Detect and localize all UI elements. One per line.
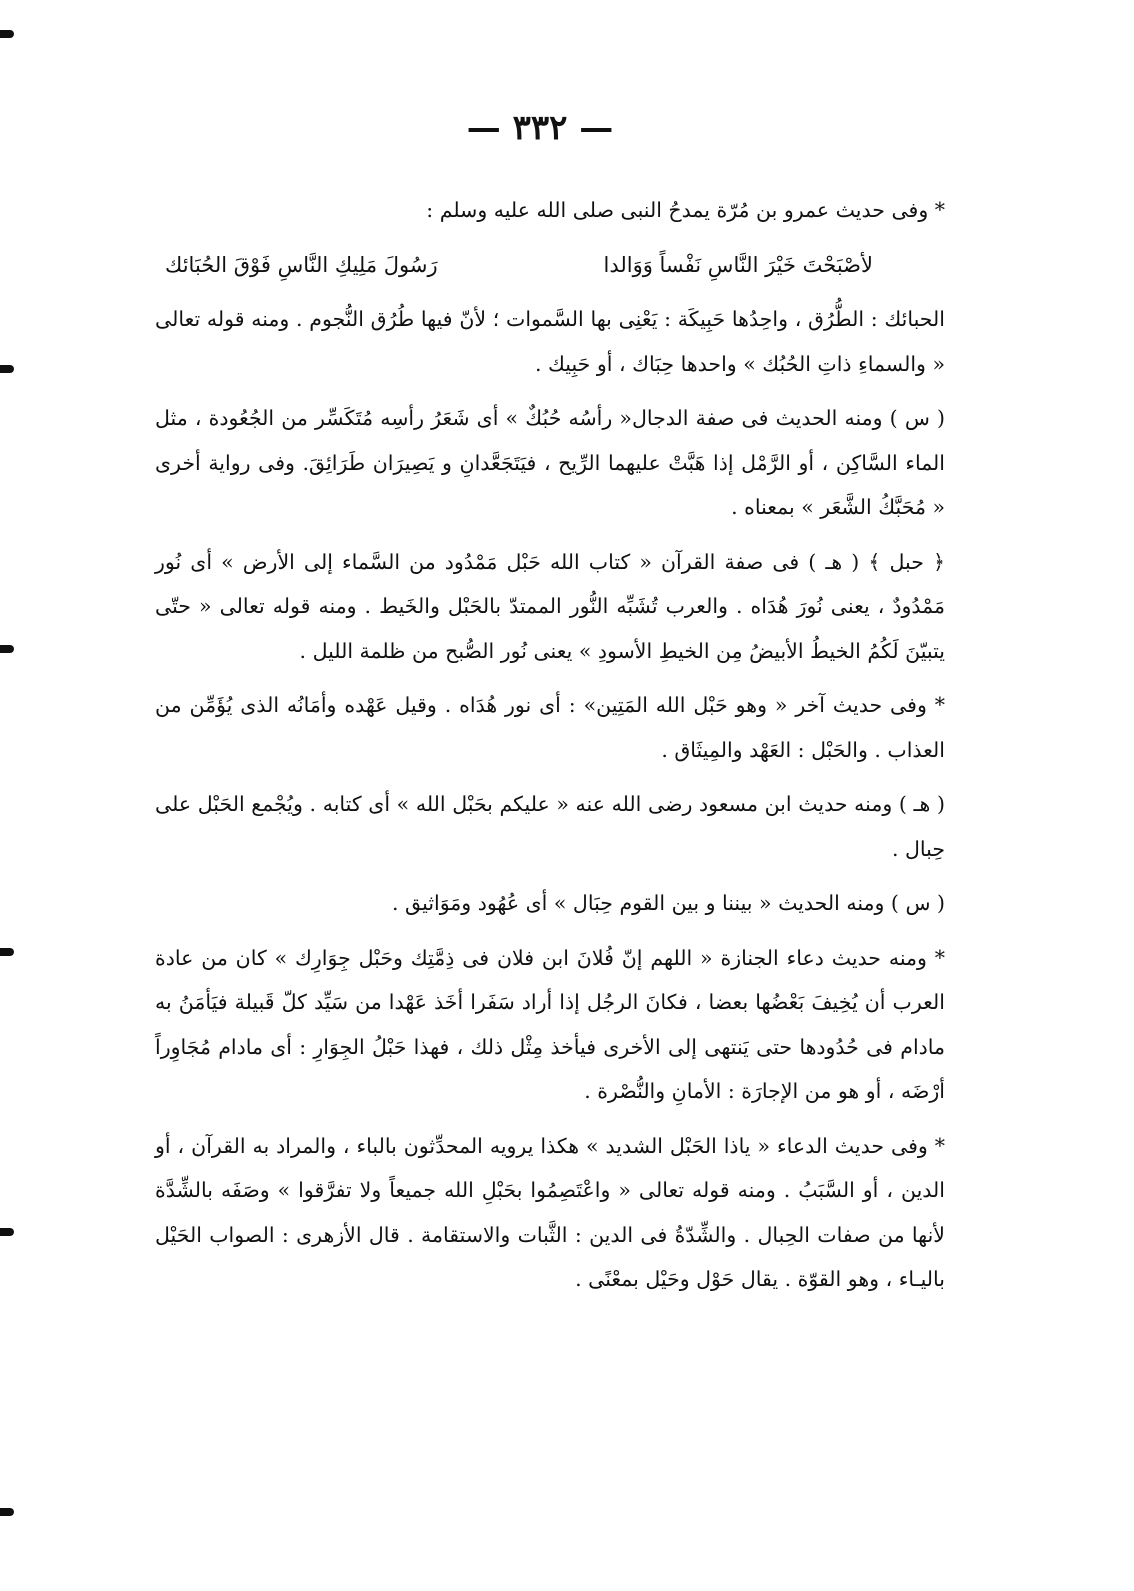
entry-paragraph: * وفى حديث آخر « وهو حَبْل الله المَتِين» : أى نور هُدَاه . وقيل عَهْده وأمَانُه الذى يُؤَمِّن من العذاب . والحَبْل : العَهْد والمِيثَاق . (155, 693, 945, 762)
margin-mark (0, 1228, 14, 1236)
verse-hemistich-right: لأصْبَحْتَ خَيْرَ النَّاسِ نَفْساً وَوَالدا (603, 252, 873, 277)
page-number: — ٣٣٢ — (466, 108, 614, 148)
body-text (155, 188, 945, 1312)
margin-mark (0, 30, 14, 38)
verse-hemistich-left: رَسُولَ مَلِيكِ النَّاسِ فَوْقَ الحُبَائك (165, 252, 438, 277)
entry-paragraph: * وفى حديث عمرو بن مُرّة يمدحُ النبى صلى الله عليه وسلم : (426, 198, 945, 222)
headword-entry-paragraph: ﴿ حبل ﴾ ( هـ ) فى صفة القرآن « كتاب الله حَبْل مَمْدُود من السَّماء إلى الأرض » أى نُور مَمْدُودٌ ، يعنى نُورَ هُدَاه . والعرب تُشَبِّه النُّور الممتدّ بالحَبْل والخَيط . ومنه قوله تعالى « حتّى يتبيّنَ لَكُمُ الخيطُ الأبيضُ مِن الخيطِ الأسودِ » يعنى نُور الصُّبح من ظلمة الليل . (155, 549, 945, 663)
entry-paragraph: * وفى حديث الدعاء « ياذا الحَبْل الشديد » هكذا يرويه المحدِّثون بالباء ، والمراد به القرآن ، أو الدين ، أو السَّبَبُ . ومنه قوله تعالى « واعْتَصِمُوا بحَبْلِ الله جميعاً ولا تفرَّقوا » وصَفَه بالشِّدَّة لأنها من صفات الحِبال . والشِّدّةُ فى الدين : الثَّبات والاستقامة . قال الأزهرى : الصواب الحَيْل باليـاء ، وهو القوّة . يقال حَوْل وحَيْل بمعْنًى . (155, 1133, 945, 1291)
margin-mark (0, 365, 14, 373)
margin-mark (0, 1508, 14, 1516)
entry-paragraph: ( س ) ومنه الحديث فى صفة الدجال« رأسُه حُبُكٌ » أى شَعَرُ رأسِه مُتَكَسِّر من الجُعُودة ، مثل الماء السَّاكِن ، أو الرَّمْل إذا هَبَّتْ عليهما الرِّيح ، فيَتَجَعَّدانِ و يَصِيرَان طَرَائِقَ. وفى رواية أخرى « مُحَبَّكُ الشَّعَر » بمعناه . (155, 406, 945, 519)
margin-mark (0, 948, 14, 956)
entry-paragraph: * ومنه حديث دعاء الجنازة « اللهم إنّ فُلانَ ابن فلان فى ذِمَّتِك وحَبْل جِوَارِك » كان من عادة العرب أن يُخِيفَ بَعْضُها بعضا ، فكانَ الرجُل إذا أراد سَفَرا أخَذ عَهْدا من سَيِّد كلّ قَبيلة فيَأمَنُ به مادام فى حُدُودها حتى يَنتهى إلى الأخرى فيأخذ مِثْل ذلك ، فهذا حَبْلُ الجِوَارِ : أى مادام مُجَاوِراً أرْضَه ، أو هو من الإجارَة : الأمانِ والنُّصْرة . (155, 945, 945, 1103)
entry-paragraph: الحبائك : الطُّرُق ، واحِدُها حَبِيكَة : يَعْنِى بها السَّموات ؛ لأنّ فيها طُرُق النُّجوم . ومنه قوله تعالى « والسماءِ ذاتِ الحُبُك » واحدها حِبَاك ، أو حَبِيك . (155, 307, 945, 376)
entry-paragraph: ( س ) ومنه الحديث « بيننا و بين القوم حِبَال » أى عُهُود ومَوَاثيق . (392, 891, 945, 915)
entry-paragraph: ( هـ ) ومنه حديث ابن مسعود رضى الله عنه « عليكم بحَبْل الله » أى كتابه . ويُجْمع الحَبْل على حِبال . (155, 792, 945, 861)
margin-mark (0, 645, 14, 653)
poetry-verse (155, 243, 945, 288)
